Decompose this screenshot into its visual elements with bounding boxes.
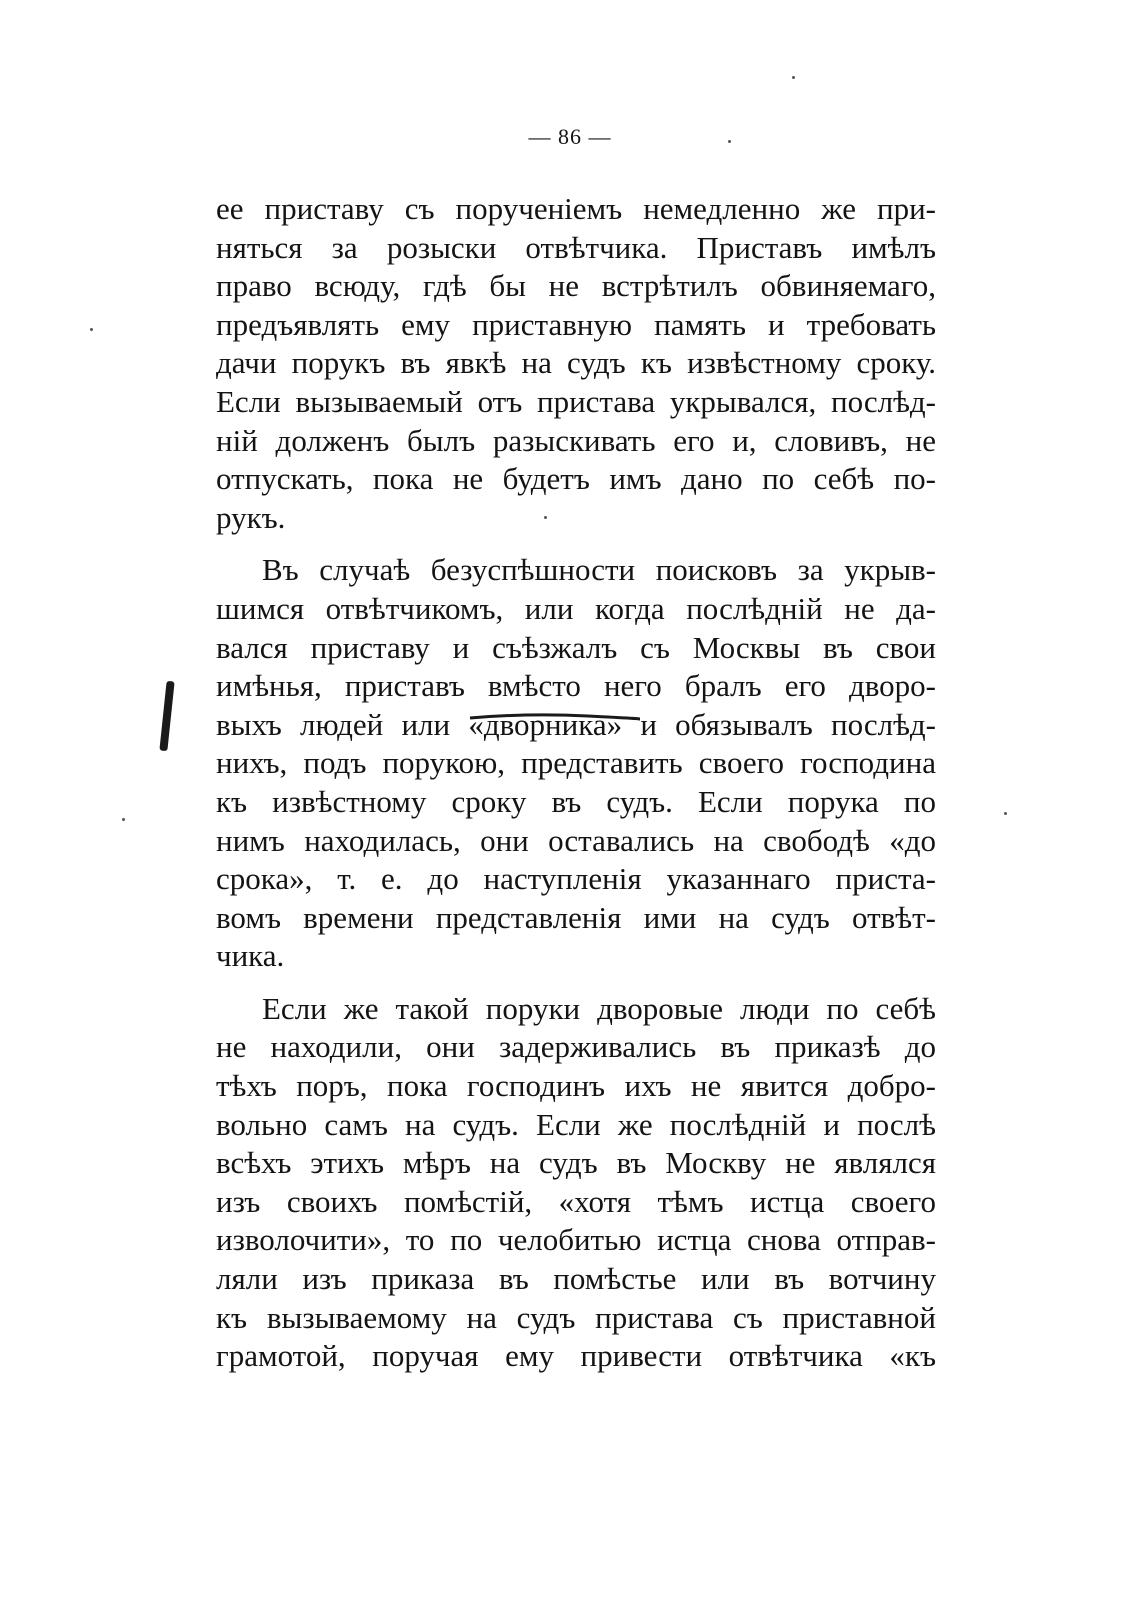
paragraph-gap [216, 976, 936, 990]
text-line: вольно самъ на судъ. Если же послѣдній и послѣ [216, 1106, 936, 1142]
text-line: ляли изъ приказа въ помѣстье или въ вотчину [216, 1261, 936, 1297]
text-line: изъ своихъ помѣстій, «хотя тѣмъ истца своего [216, 1183, 936, 1219]
text-line: вался приставу и съѣзжалъ съ Москвы въ свои [216, 629, 936, 665]
text-line: рукъ. [216, 499, 286, 535]
paper-speck [792, 76, 795, 79]
text-line: шимся отвѣтчикомъ, или когда послѣдній не да- [216, 590, 936, 626]
text-line: Если вызываемый отъ пристава укрывался, послѣд- [216, 383, 936, 419]
text-line: Въ случаѣ безуспѣшности поисковъ за укрыв- [262, 552, 936, 588]
text-line: тѣхъ поръ, пока господинъ ихъ не явится добро- [216, 1068, 936, 1104]
text-line: изволочити», то по челобитью истца снова отправ- [216, 1222, 936, 1258]
text-line: нихъ, подъ порукою, представить своего господина [216, 745, 936, 781]
paper-speck [122, 818, 125, 821]
paper-speck [1004, 812, 1007, 815]
text-line: нимъ находилась, они оставались на свободѣ «до [216, 822, 936, 858]
text-line: ній долженъ былъ разыскивать его и, словивъ, не [216, 422, 936, 458]
text-line: няться за розыски отвѣтчика. Приставъ имѣлъ [216, 229, 936, 265]
text-line: всѣхъ этихъ мѣръ на судъ въ Москву не являлся [216, 1145, 936, 1181]
paper-speck [728, 140, 731, 143]
text-line: право всюду, гдѣ бы не встрѣтилъ обвиняемаго, [216, 268, 936, 304]
page-number: — 86 — [528, 124, 612, 149]
text-line: къ вызываемому на судъ пристава съ приставной [216, 1299, 936, 1335]
text-line: грамотой, поручая ему привести отвѣтчика «къ [216, 1338, 936, 1374]
margin-mark [159, 681, 174, 751]
text-line: Если же такой поруки дворовые люди по себѣ [262, 990, 936, 1026]
text-line: предъявлять ему приставную память и требовать [216, 306, 936, 342]
text-line: дачи порукъ въ явкѣ на судъ къ извѣстному сроку. [216, 345, 936, 381]
text-line: чика. [216, 938, 285, 974]
text-line: имѣнья, приставъ вмѣсто него бралъ его дворо- [216, 668, 936, 704]
paragraph-gap [216, 537, 936, 551]
text-line: ее приставу съ порученіемъ немедленно же при- [216, 191, 936, 226]
body-text [216, 190, 936, 1376]
text-line: срока», т. е. до наступленія указаннаго приста- [216, 861, 936, 897]
text-line: не находили, они задерживались въ приказѣ до [216, 1029, 936, 1065]
paper-speck [90, 328, 93, 331]
text-line: выхъ людей или «дворника» и обязывалъ послѣд- [216, 706, 936, 742]
text-line: къ извѣстному сроку въ судъ. Если порука по [216, 783, 936, 819]
text-line: вомъ времени представленія ими на судъ отвѣт- [216, 899, 936, 935]
text-line: отпускать, пока не будетъ имъ дано по себѣ по- [216, 461, 936, 497]
